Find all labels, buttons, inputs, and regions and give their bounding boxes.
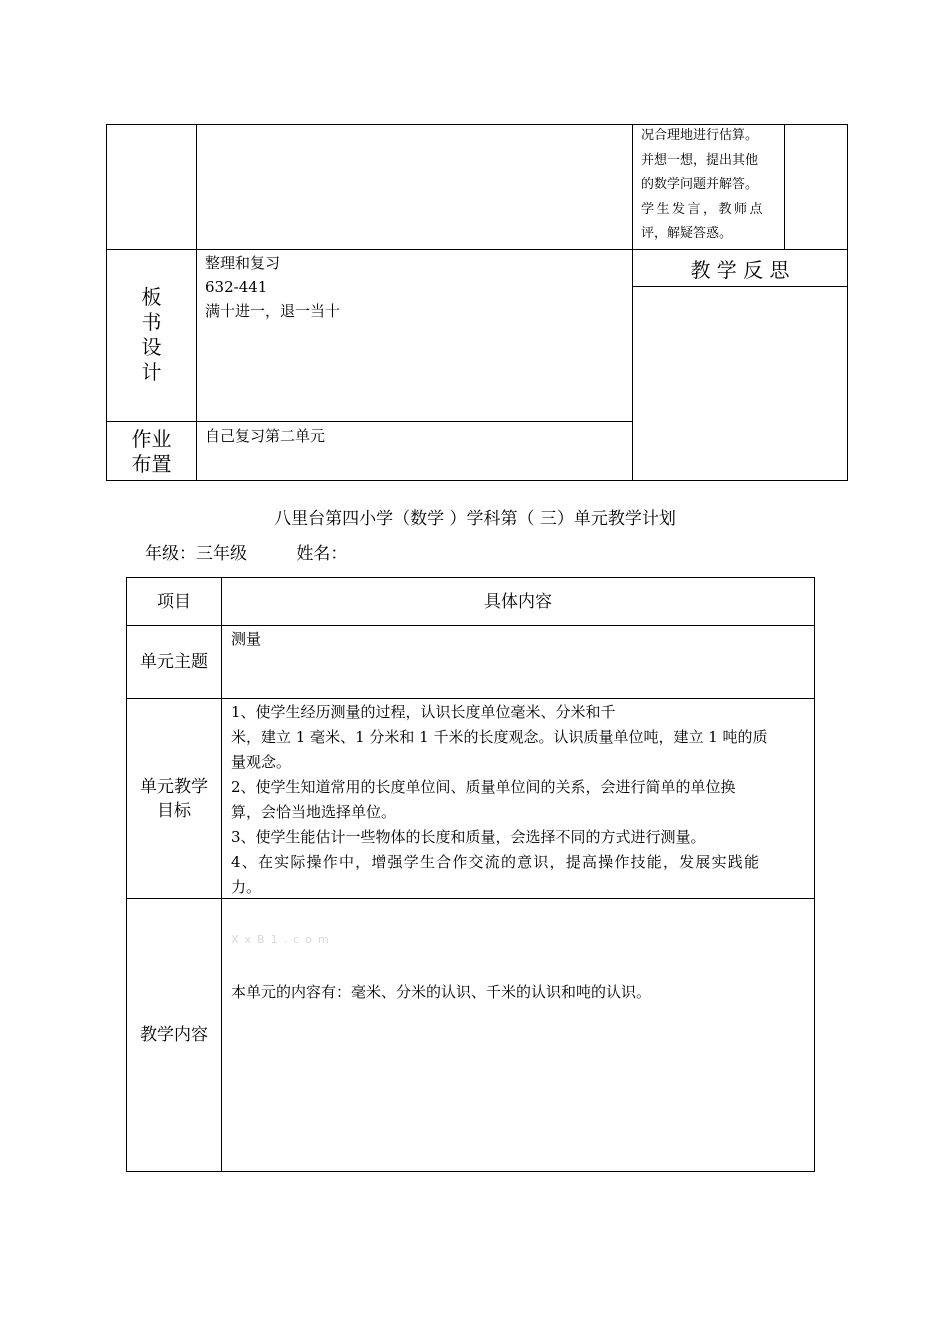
teaching-content-label: 教学内容 (140, 1025, 208, 1045)
grade-value: 年级：三年级 (145, 544, 247, 564)
plan-title: 八里台第四小学（数学 ）学科第（ 三）单元教学计划 (274, 509, 676, 529)
note-line: 的数学问题并解答。 (641, 177, 759, 192)
goal-line: 1、使学生经历测量的过程，认识长度单位毫米、分米和千 (231, 703, 616, 721)
unit-goals-content (231, 700, 809, 900)
homework-content: 自己复习第二单元 (205, 427, 326, 445)
goal-line: 力。 (231, 878, 262, 896)
teaching-reflection-label: 教 学 反 思 (690, 257, 790, 282)
header-content: 具体内容 (484, 591, 552, 612)
board-line: 整理和复习 (205, 254, 281, 272)
header-item: 项目 (157, 591, 191, 612)
unit-theme-value: 测量 (231, 630, 262, 648)
unit-goals-label: 单元教学 目标 (140, 776, 208, 821)
note-line: 况合理地进行估算。 (641, 128, 759, 143)
watermark: XxB1.com (231, 933, 335, 946)
goal-line: 3、使学生能估计一些物体的长度和质量，会选择不同的方式进行测量。 (231, 828, 706, 846)
note-line: 学生发言，教师点 (641, 201, 766, 217)
goal-line: 算，会恰当地选择单位。 (231, 803, 397, 821)
board-design-label: 板 书 设 计 (141, 285, 162, 384)
unit-theme-label: 单元主题 (140, 652, 208, 672)
teaching-content-text: 本单元的内容有：毫米、分米的认识、千米的认识和吨的认识。 (231, 983, 652, 1001)
goal-line: 量观念。 (231, 753, 292, 771)
board-line: 满十进一，退一当十 (205, 302, 341, 320)
homework-label: 作业 布置 (131, 427, 172, 476)
goal-line: 米，建立 1 毫米、1 分米和 1 千米的长度观念。认识质量单位吨，建立 1 吨的质 (231, 728, 768, 746)
name-label: 姓名： (296, 544, 348, 564)
goal-line: 4、在实际操作中，增强学生合作交流的意识，提高操作技能，发展实践能 (231, 853, 761, 871)
note-line: 并想一想，提出其他 (641, 152, 759, 168)
note-line: 评，解疑答惑。 (641, 226, 733, 241)
goal-line: 2、使学生知道常用的长度单位间、质量单位间的关系，会进行简单的单位换 (231, 778, 736, 796)
board-line: 632-441 (205, 278, 268, 296)
